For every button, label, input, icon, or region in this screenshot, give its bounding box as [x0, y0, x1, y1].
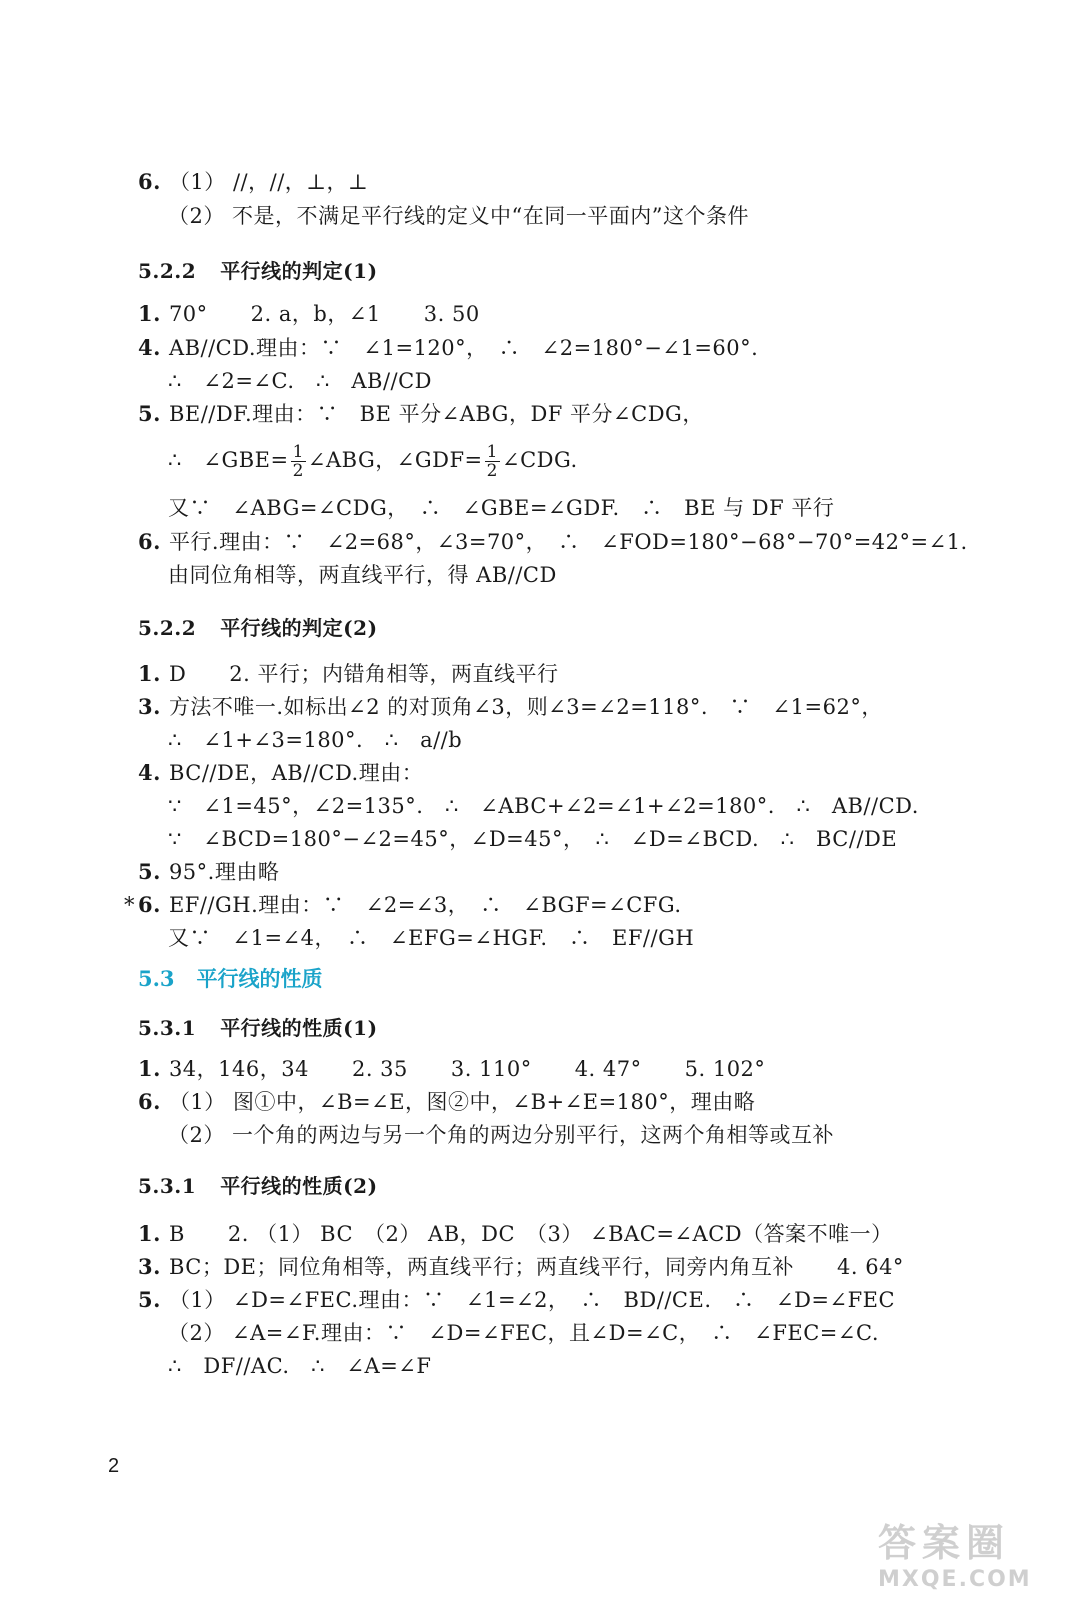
answer-text: （1） 图①中，∠B=∠E，图②中，∠B+∠E=180°，理由略	[168, 1090, 756, 1114]
subsection-title: 平行线的性质(2)	[220, 1174, 378, 1198]
fraction-prefix: ∴ ∠GBE=	[168, 448, 289, 472]
answer-text: （2） 一个角的两边与另一个角的两边分别平行，这两个角相等或互补	[168, 1123, 835, 1147]
answer-line	[138, 660, 558, 688]
subsection-title: 平行线的性质(1)	[220, 1016, 378, 1040]
fraction-denominator: 2	[292, 461, 304, 481]
answer-line	[124, 891, 682, 919]
subsection-heading	[138, 255, 378, 284]
answer-line	[138, 400, 704, 428]
answer-line	[138, 1220, 893, 1248]
section-code: 5.3	[138, 966, 175, 991]
answer-text: BC；DE；同位角相等，两直线平行；两直线平行，同旁内角互补 4. 64°	[168, 1255, 904, 1279]
question-number: 6.	[138, 169, 161, 194]
answer-line	[138, 858, 279, 886]
fraction-middle: ∠ABG，∠GDF=	[307, 448, 483, 472]
question-number: 3.	[138, 694, 161, 719]
question-number: 5.	[138, 1287, 161, 1312]
answer-text: （2） ∠A=∠F.理由：∵ ∠D=∠FEC，且∠D=∠C， ∴ ∠FEC=∠C.	[168, 1321, 879, 1345]
answer-line	[168, 924, 694, 952]
question-number: 4.	[138, 335, 161, 360]
watermark-logo	[878, 1512, 1058, 1592]
answer-line	[168, 494, 834, 522]
answer-text: 又∵ ∠1=∠4， ∴ ∠EFG=∠HGF. ∴ EF//GH	[168, 926, 695, 950]
answer-line	[138, 759, 423, 787]
answer-text: ∴ ∠1+∠3=180°. ∴ a//b	[168, 728, 463, 752]
answer-text: 34，146，34 2. 35 3. 110° 4. 47° 5. 102°	[168, 1057, 766, 1081]
fraction-suffix: ∠CDG.	[501, 448, 578, 472]
answer-text: （1） ∠D=∠FEC.理由：∵ ∠1=∠2， ∴ BD//CE. ∴ ∠D=∠FEC	[168, 1288, 896, 1312]
answer-line	[168, 1121, 834, 1149]
answer-text: BC//DE，AB//CD.理由：	[168, 761, 424, 785]
answer-text: ∵ ∠1=45°，∠2=135°. ∴ ∠ABC+∠2=∠1+∠2=180°. ∴ AB//CD.	[168, 794, 919, 818]
fraction-denominator: 2	[486, 461, 498, 481]
fraction-numerator: 1	[292, 442, 304, 462]
question-number: 1.	[138, 661, 161, 686]
answer-text: D 2. 平行；内错角相等，两直线平行	[168, 662, 559, 686]
answer-text: AB//CD.理由：∵ ∠1=120°， ∴ ∠2=180°−∠1=60°.	[168, 336, 759, 360]
subsection-title: 平行线的判定(1)	[220, 259, 378, 283]
answer-text: ∴ ∠2=∠C. ∴ AB//CD	[168, 369, 433, 393]
question-number: 5.	[138, 859, 161, 884]
answer-text: 平行.理由：∵ ∠2=68°，∠3=70°， ∴ ∠FOD=180°−68°−70°=42°=∠1.	[168, 530, 968, 554]
question-number: 6.	[138, 1089, 161, 1114]
question-number: 1.	[138, 1056, 161, 1081]
answer-line	[168, 367, 432, 395]
answer-line	[168, 1352, 431, 1380]
subsection-code: 5.3.1	[138, 1016, 197, 1040]
subsection-code: 5.2.2	[138, 616, 197, 640]
question-number: 4.	[138, 760, 161, 785]
answer-text: ∵ ∠BCD=180°−∠2=45°，∠D=45°， ∴ ∠D=∠BCD. ∴ BC//DE	[168, 827, 898, 851]
answer-line	[168, 792, 919, 820]
watermark-url: MXQE.COM	[878, 1567, 1032, 1592]
page-number: 2	[108, 1455, 120, 1477]
answer-line	[138, 1088, 755, 1116]
fraction-numerator: 1	[486, 442, 498, 462]
answer-line	[138, 693, 883, 721]
question-number: 1.	[138, 301, 161, 326]
answer-line	[168, 561, 557, 589]
question-number: 3.	[138, 1254, 161, 1279]
question-number: 5.	[138, 401, 161, 426]
section-heading	[138, 963, 323, 993]
watermark-text: 答案圈	[878, 1521, 1011, 1565]
answer-line	[138, 528, 968, 556]
fraction-half-2	[485, 443, 500, 480]
optional-star-mark: *	[124, 893, 135, 917]
subsection-heading	[138, 1170, 378, 1199]
answer-line	[168, 726, 462, 754]
answer-line	[168, 825, 897, 853]
answer-text: 70° 2. a，b，∠1 3. 50	[168, 302, 480, 326]
answer-line	[138, 300, 480, 328]
subsection-title: 平行线的判定(2)	[220, 616, 378, 640]
answer-line	[168, 1319, 879, 1347]
question-number: 1.	[138, 1221, 161, 1246]
answer-line	[138, 168, 368, 196]
answer-text: EF//GH.理由：∵ ∠2=∠3， ∴ ∠BGF=∠CFG.	[168, 893, 682, 917]
answer-text: 95°.理由略	[168, 860, 280, 884]
answer-line	[138, 1286, 895, 1314]
answer-text: BE//DF.理由：∵ BE 平分∠ABG，DF 平分∠CDG，	[168, 402, 704, 426]
answer-text: （1） //，//，⊥，⊥	[168, 170, 369, 194]
subsection-code: 5.3.1	[138, 1174, 197, 1198]
answer-text: 又∵ ∠ABG=∠CDG， ∴ ∠GBE=∠GDF. ∴ BE 与 DF 平行	[168, 496, 835, 520]
subsection-code: 5.2.2	[138, 259, 197, 283]
answer-text: （2） 不是，不满足平行线的定义中“在同一平面内”这个条件	[168, 204, 750, 228]
answer-line-fraction	[168, 440, 578, 480]
answer-text: B 2. （1） BC （2） AB，DC （3） ∠BAC=∠ACD（答案不唯一）	[168, 1222, 893, 1246]
answer-text: 方法不唯一.如标出∠2 的对顶角∠3，则∠3=∠2=118°. ∵ ∠1=62°，	[168, 695, 883, 719]
answer-line	[168, 202, 749, 230]
answer-text: 由同位角相等，两直线平行，得 AB//CD	[168, 563, 557, 587]
fraction-half-1	[291, 443, 306, 480]
subsection-heading	[138, 1012, 378, 1041]
answer-line	[138, 1253, 904, 1281]
question-number: 6.	[138, 529, 161, 554]
question-number: 6.	[138, 892, 161, 917]
subsection-heading	[138, 612, 378, 641]
answer-line	[138, 1055, 765, 1083]
answer-line	[138, 334, 758, 362]
section-title: 平行线的性质	[196, 966, 323, 991]
answer-text: ∴ DF//AC. ∴ ∠A=∠F	[168, 1354, 432, 1378]
